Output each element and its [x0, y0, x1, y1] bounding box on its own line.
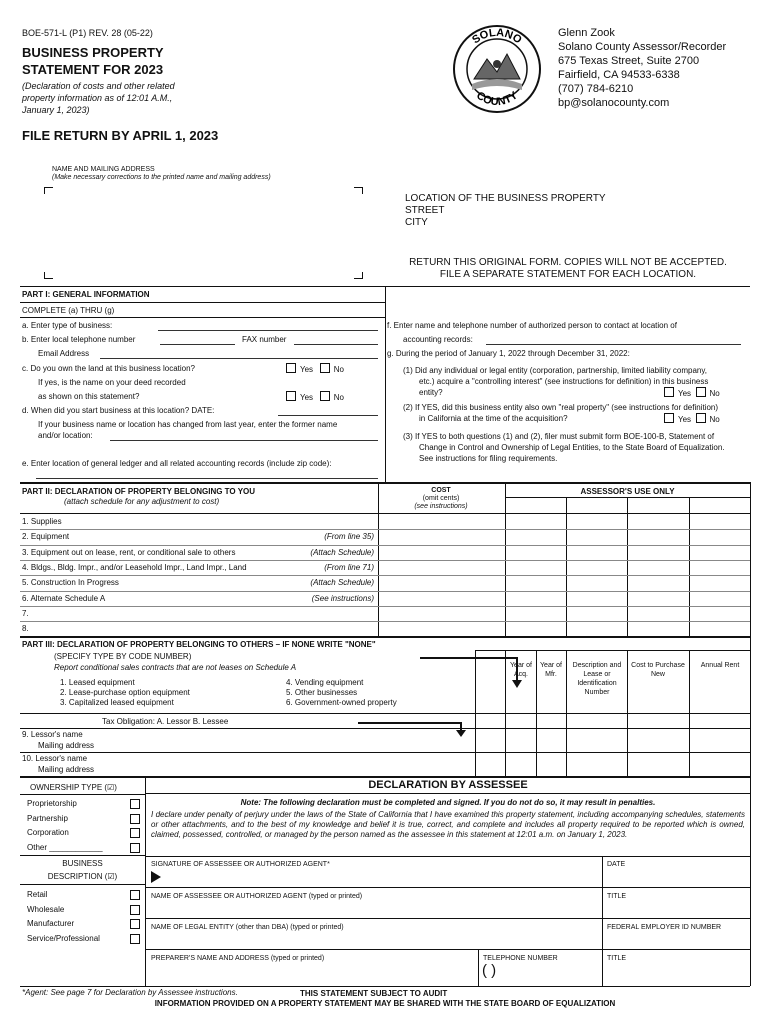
mailing-note: (Make necessary corrections to the printed name and mailing address) — [52, 174, 271, 181]
legal-entity-field[interactable] — [151, 933, 599, 947]
lessor10-address-label: Mailing address — [38, 765, 95, 774]
seal-text-top: SOLANO — [470, 26, 524, 47]
signature-field[interactable] — [165, 866, 599, 884]
corner-mark — [354, 187, 363, 194]
col-year-mfr: Year of Mfr. — [540, 662, 562, 678]
part2-row-cost-input[interactable] — [380, 592, 503, 605]
ownership-type-label: Partnership — [27, 813, 68, 823]
own-land-yes-checkbox[interactable] — [286, 363, 296, 373]
code-5: 5. Other businesses — [286, 688, 358, 697]
agent-footnote: *Agent: See page 7 for Declaration by Assessee instructions. — [22, 988, 238, 997]
separate-statement-notice: FILE A SEPARATE STATEMENT FOR EACH LOCATION. — [439, 269, 697, 280]
preparer-field[interactable] — [151, 963, 475, 983]
preparer-label: PREPARER'S NAME AND ADDRESS (typed or printed) — [151, 955, 325, 962]
part1-d3-label: and/or location: — [38, 431, 93, 440]
col-cost-new: Cost to Purchase New — [631, 662, 685, 678]
lessor10-name-label: 10. Lessor's name — [22, 754, 88, 763]
lessor10-input[interactable] — [100, 753, 474, 775]
location-label: LOCATION OF THE BUSINESS PROPERTY — [405, 193, 606, 204]
assessor-phone: (707) 784-6210 — [558, 83, 634, 95]
assessee-name-label: NAME OF ASSESSEE OR AUTHORIZED AGENT (typed or printed) — [151, 893, 363, 900]
assessee-name-field[interactable] — [151, 902, 599, 916]
file-return-deadline: FILE RETURN BY APRIL 1, 2023 — [22, 128, 219, 143]
ledger-location-input[interactable] — [36, 478, 378, 479]
deed-yes-checkbox[interactable] — [286, 391, 296, 401]
legal-entity-label: NAME OF LEGAL ENTITY (other than DBA) (typed or printed) — [151, 924, 344, 931]
seal-text-bottom: COUNTY — [473, 89, 521, 109]
form-title-line1: BUSINESS PROPERTY — [22, 45, 164, 60]
location-city: CITY — [405, 217, 428, 228]
part1-title: PART I: GENERAL INFORMATION — [22, 290, 150, 299]
ownership-type-title: OWNERSHIP TYPE (☑) — [30, 783, 117, 792]
former-location-input[interactable] — [110, 440, 378, 441]
part1-a-label: a. Enter type of business: — [22, 321, 113, 330]
yes-label: Yes — [300, 365, 314, 374]
business-description-title: BUSINESS — [62, 859, 103, 868]
part2-row-label: 2. Equipment — [22, 532, 70, 542]
fein-field[interactable] — [607, 933, 747, 947]
part1-g3b: Change in Control and Ownership of Legal Entities, to the State Board of Equalization. — [419, 443, 725, 452]
part1-e-label: e. Enter location of general ledger and all related accounting records (include zip code): — [22, 459, 332, 468]
part2-title: PART II: DECLARATION OF PROPERTY BELONGING TO YOU — [22, 487, 256, 496]
business-description-checkbox[interactable] — [130, 905, 140, 915]
tax-obligation: Tax Obligation: A. Lessor B. Lessee — [102, 717, 229, 726]
shared-info-notice: INFORMATION PROVIDED ON A PROPERTY STATEMENT MAY BE SHARED WITH THE STATE BOARD OF EQUALIZATION — [154, 999, 616, 1008]
deed-recorded-options — [286, 391, 344, 403]
email-label: Email Address — [38, 349, 90, 358]
code-4: 4. Vending equipment — [286, 678, 364, 687]
part2-row-cost-input[interactable] — [380, 515, 503, 528]
form-subtitle: (Declaration of costs and other related property information as of 12:01 A.M., January 1, 2023) — [22, 81, 175, 115]
omit-cents: (omit cents) — [422, 495, 460, 502]
part2-row-cost-input[interactable] — [380, 561, 503, 574]
sign-here-arrow-icon — [151, 871, 161, 883]
ownership-type-checkbox[interactable] — [130, 814, 140, 824]
part2-row-cost-input[interactable] — [380, 576, 503, 589]
declaration-text: I declare under penalty of perjury under the laws of the State of California that I have examined this property statement, including accompanying schedules, statements or other attachments, and to the best of my knowledge and belief it is true, correct, and complete and includes all property required to be reported which is owned, claimed, possessed, controlled, or managed by the person named as the assessee in this statement at 12:01 a.m. on January 1, 2023. — [151, 810, 745, 839]
controlling-no-checkbox[interactable] — [696, 387, 706, 397]
title-field[interactable] — [607, 902, 747, 916]
assessor-email[interactable]: bp@solanocounty.com — [558, 97, 670, 109]
part2-row-note: (Attach Schedule) — [310, 547, 374, 557]
part2-row-note: (From line 71) — [324, 562, 374, 572]
code-3: 3. Capitalized leased equipment — [60, 698, 174, 707]
business-description-checkbox[interactable] — [130, 890, 140, 900]
contact-person-input[interactable] — [486, 344, 741, 345]
col-year-acq: Year of Acq. — [510, 662, 532, 678]
part2-row-label: 6. Alternate Schedule A — [22, 593, 106, 603]
business-description-label: Retail — [27, 890, 48, 899]
date-field[interactable] — [607, 869, 747, 885]
controlling-interest-options — [664, 387, 720, 399]
telephone-label: TELEPHONE NUMBER — [483, 955, 558, 962]
local-phone-input[interactable] — [160, 344, 235, 345]
fax-label: FAX number — [242, 335, 287, 344]
return-original-notice: RETURN THIS ORIGINAL FORM. COPIES WILL NOT BE ACCEPTED. — [409, 257, 727, 268]
part2-row-label: 3. Equipment out on lease, rent, or conditional sale to others — [22, 547, 236, 557]
declaration-title: DECLARATION BY ASSESSEE — [368, 779, 528, 791]
corner-mark — [44, 272, 53, 279]
mailing-address-field[interactable] — [56, 195, 352, 269]
county-seal — [452, 24, 542, 114]
yes-label: Yes — [678, 389, 692, 398]
email-input[interactable] — [100, 358, 378, 359]
part1-complete: COMPLETE (a) THRU (g) — [22, 306, 115, 315]
part2-row-cost-input[interactable] — [380, 622, 503, 635]
part2-subtitle: (attach schedule for any adjustment to cost) — [64, 497, 220, 506]
signature-label: SIGNATURE OF ASSESSEE OR AUTHORIZED AGENT* — [151, 861, 330, 868]
arrow-down-icon — [512, 680, 522, 688]
part1-c-label: c. Do you own the land at this business location? — [22, 364, 195, 373]
assessor-address1: 675 Texas Street, Suite 2700 — [558, 55, 700, 67]
yes-label: Yes — [678, 415, 692, 424]
arrow-line — [420, 657, 518, 659]
part1-g1a: (1) Did any individual or legal entity (corporation, partnership, limited liability company, — [403, 366, 707, 375]
see-instructions: (see instructions) — [414, 503, 468, 510]
part1-g1b: etc.) acquire a "controlling interest" (see instructions for definition) in this business — [419, 377, 709, 386]
part2-row-label: 1. Supplies — [22, 517, 62, 526]
part1-c2-label: If yes, is the name on your deed recorded — [38, 378, 186, 387]
mailing-label: NAME AND MAILING ADDRESS — [52, 166, 155, 173]
fax-input[interactable] — [294, 344, 378, 345]
business-description-checkbox[interactable] — [130, 934, 140, 944]
assessor-title: Solano County Assessor/Recorder — [558, 41, 727, 53]
part1-g-label: g. During the period of January 1, 2022 through December 31, 2022: — [387, 349, 630, 358]
preparer-title-field[interactable] — [607, 963, 747, 983]
form-id: BOE-571-L (P1) REV. 28 (05-22) — [22, 28, 153, 38]
code-2: 2. Lease-purchase option equipment — [60, 688, 190, 697]
own-land-no-checkbox[interactable] — [320, 363, 330, 373]
part1-b-label: b. Enter local telephone number — [22, 335, 136, 344]
business-description-label: Wholesale — [27, 904, 65, 914]
part2-row-cost-input[interactable] — [380, 546, 503, 559]
part1-g1c: entity? — [419, 388, 443, 397]
part1-d-label: d. When did you start business at this location? DATE: — [22, 406, 215, 415]
part2-row-label: 7. — [22, 608, 29, 618]
no-label: No — [333, 393, 344, 402]
ownership-type-label: Proprietorship — [27, 799, 77, 808]
part2-row-cost-input[interactable] — [380, 530, 503, 543]
business-description-label: Service/Professional — [27, 933, 100, 943]
lessor9-name-label: 9. Lessor's name — [22, 730, 83, 739]
ownership-type-checkbox[interactable] — [130, 799, 140, 809]
real-property-yes-checkbox[interactable] — [664, 413, 674, 423]
part1-g3a: (3) If YES to both questions (1) and (2), filer must submit form BOE-100-B, Statement of — [403, 432, 715, 441]
code-6: 6. Government-owned property — [286, 698, 397, 707]
part2-row-cost-input[interactable] — [380, 607, 503, 620]
telephone-field[interactable]: ( ) — [482, 962, 497, 979]
controlling-yes-checkbox[interactable] — [664, 387, 674, 397]
svg-text:COUNTY — [474, 89, 521, 108]
part1-f2-label: accounting records: — [403, 335, 473, 344]
part1-g2b: in California at the time of the acquisition? — [419, 414, 568, 423]
title-label: TITLE — [607, 893, 627, 900]
yes-label: Yes — [300, 393, 314, 402]
part1-d2-label: If your business name or location has changed from last year, enter the former name — [38, 420, 338, 429]
lessor9-address-label: Mailing address — [38, 741, 95, 750]
real-property-options — [664, 413, 720, 425]
part2-row-label: 5. Construction In Progress — [22, 578, 119, 588]
code-1: 1. Leased equipment — [60, 678, 135, 687]
corner-mark — [44, 187, 53, 194]
form-title-line2: STATEMENT FOR 2023 — [22, 62, 164, 77]
corner-mark — [354, 272, 363, 279]
col-description: Description and Lease or Identification Number — [572, 662, 622, 696]
lessor9-input[interactable] — [100, 729, 474, 751]
fein-label: FEDERAL EMPLOYER ID NUMBER — [607, 924, 722, 931]
business-description-label: Manufacturer — [27, 919, 75, 928]
ownership-type-checkbox[interactable] — [130, 828, 140, 838]
assessors-use-header: ASSESSOR'S USE ONLY — [580, 487, 675, 496]
part1-c3-label: as shown on this statement? — [38, 392, 140, 401]
business-type-input[interactable] — [158, 330, 378, 331]
part2-row-note: (Attach Schedule) — [310, 578, 374, 588]
business-description-title2: DESCRIPTION (☑) — [47, 872, 118, 881]
part2-row-label: 4. Bldgs., Bldg. Impr., and/or Leasehold Impr., Land Impr., Land — [22, 562, 247, 572]
part3-title: PART III: DECLARATION OF PROPERTY BELONGING TO OTHERS – IF NONE WRITE "NONE" — [22, 640, 376, 649]
arrow-line — [358, 722, 462, 724]
own-land-options — [286, 363, 344, 375]
cost-header: COST — [431, 487, 451, 494]
part2-row-label: 8. — [22, 624, 29, 634]
declaration-note: Note: The following declaration must be completed and signed. If you do not do so, it may result in penalties. — [240, 798, 656, 807]
part3-report: Report conditional sales contracts that are not leases on Schedule A — [54, 663, 297, 672]
part1-g3c: See instructions for filing requirements. — [419, 454, 558, 463]
part2-row-note: (See instructions) — [311, 593, 374, 603]
part1-f-label: f. Enter name and telephone number of authorized person to contact at location of — [387, 321, 677, 330]
assessor-name: Glenn Zook — [558, 27, 615, 39]
part1-g2a: (2) If YES, did this business entity also own "real property" (see instructions for definition) — [403, 403, 719, 412]
assessor-address2: Fairfield, CA 94533-6338 — [558, 69, 680, 81]
no-label: No — [333, 365, 344, 374]
deed-no-checkbox[interactable] — [320, 391, 330, 401]
audit-notice: THIS STATEMENT SUBJECT TO AUDIT — [300, 989, 448, 998]
business-description-checkbox[interactable] — [130, 919, 140, 929]
location-street: STREET — [405, 205, 445, 216]
start-date-input[interactable] — [278, 415, 378, 416]
part2-row-note: (From line 35) — [324, 532, 374, 542]
col-annual-rent: Annual Rent — [700, 662, 740, 669]
date-label: DATE — [607, 861, 626, 868]
ownership-type-checkbox[interactable] — [130, 843, 140, 853]
no-label: No — [709, 415, 720, 424]
part3-specify: (SPECIFY TYPE BY CODE NUMBER) — [54, 652, 192, 661]
preparer-title-label: TITLE — [607, 955, 627, 962]
real-property-no-checkbox[interactable] — [696, 413, 706, 423]
no-label: No — [709, 389, 720, 398]
ownership-type-label: Other ____________ — [27, 842, 103, 852]
ownership-type-label: Corporation — [27, 828, 69, 837]
